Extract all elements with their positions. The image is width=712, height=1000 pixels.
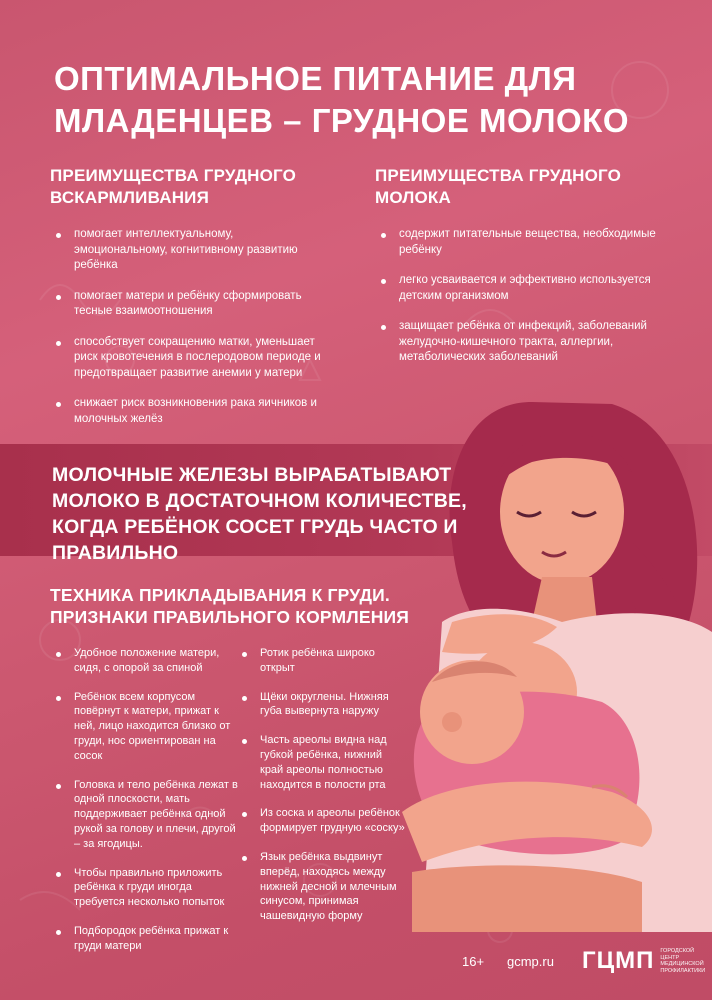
list-item: Ротик ребёнка широко открыт xyxy=(236,646,406,676)
list-item: Чтобы правильно приложить ребёнка к груди иногда требуется несколько попыток xyxy=(50,866,240,910)
list-item: Часть ареолы видна над губкой ребёнка, нижний край ареолы полностью находится в полости рта xyxy=(236,733,406,792)
technique-heading: ТЕХНИКА ПРИКЛАДЫВАНИЯ К ГРУДИ. ПРИЗНАКИ ПРАВИЛЬНОГО КОРМЛЕНИЯ xyxy=(50,585,410,627)
footer-logo xyxy=(582,946,712,976)
list-item: Подбородок ребёнка прижат к груди матери xyxy=(50,924,240,954)
logo-subtitle: ГОРОДСКОЙ ЦЕНТР МЕДИЦИНСКОЙ ПРОФИЛАКТИКИ xyxy=(660,948,706,974)
list-item: легко усваивается и эффективно используется детским организмом xyxy=(375,273,665,304)
breast-milk-benefits-section xyxy=(375,165,665,381)
list-item: Удобное положение матери, сидя, с опорой за спиной xyxy=(50,646,240,676)
list-item: Язык ребёнка выдвинут вперёд, находясь между нижней десной и млечным синусом, принимая чашевидную форму xyxy=(236,850,406,924)
technique-right-column xyxy=(236,646,406,938)
list-item: помогает матери и ребёнку сформировать тесные взаимоотношения xyxy=(50,289,330,320)
footer-age xyxy=(462,946,484,976)
list-item: Ребёнок всем корпусом повёрнут к матери, прижат к ней, лицо находится близко от груди, нос ориентирован на сосок xyxy=(50,690,240,764)
breastfeeding-benefits-section xyxy=(50,165,330,442)
list-item: содержит питательные вещества, необходимые ребёнку xyxy=(375,227,665,258)
footer-site xyxy=(507,946,554,976)
list-item: способствует сокращению матки, уменьшает риск кровотечения в послеродовом периоде и предотвращает развитие анемии у матери xyxy=(50,335,330,382)
list-item: защищает ребёнка от инфекций, заболеваний желудочно-кишечного тракта, аллергии, метаболических заболеваний xyxy=(375,319,665,366)
list-item: снижает риск возникновения рака яичников и молочных желёз xyxy=(50,396,330,427)
site-link[interactable]: gcmp.ru xyxy=(507,953,554,969)
list-item: Головка и тело ребёнка лежат в одной плоскости, мать поддерживает ребёнка одной рукой за голову и плечи, другой – за ягодицы. xyxy=(50,778,240,852)
list-item: Из соска и ареолы ребёнок формирует грудную «соску» xyxy=(236,806,406,836)
page-title: ОПТИМАЛЬНОЕ ПИТАНИЕ ДЛЯ МЛАДЕНЦЕВ – ГРУДНОЕ МОЛОКО xyxy=(54,60,629,139)
band-statement: МОЛОЧНЫЕ ЖЕЛЕЗЫ ВЫРАБАТЫВАЮТ МОЛОКО В ДОСТАТОЧНОМ КОЛИЧЕСТВЕ, КОГДА РЕБЁНОК СОСЕТ ГРУДЬ ЧАСТО И ПРАВИЛЬНО xyxy=(52,464,467,564)
age-rating: 16+ xyxy=(462,953,485,969)
breast-milk-benefits-heading: ПРЕИМУЩЕСТВА ГРУДНОГО МОЛОКА xyxy=(375,166,622,207)
technique-section xyxy=(50,584,470,648)
list-item: помогает интеллектуальному, эмоциональному, когнитивному развитию ребёнка xyxy=(50,227,330,274)
breastfeeding-benefits-heading: ПРЕИМУЩЕСТВА ГРУДНОГО ВСКАРМЛИВАНИЯ xyxy=(50,166,297,207)
list-item: Щёки округлены. Нижняя губа вывернута наружу xyxy=(236,690,406,720)
logo: ГЦМП xyxy=(582,947,655,974)
technique-left-column xyxy=(50,646,240,968)
